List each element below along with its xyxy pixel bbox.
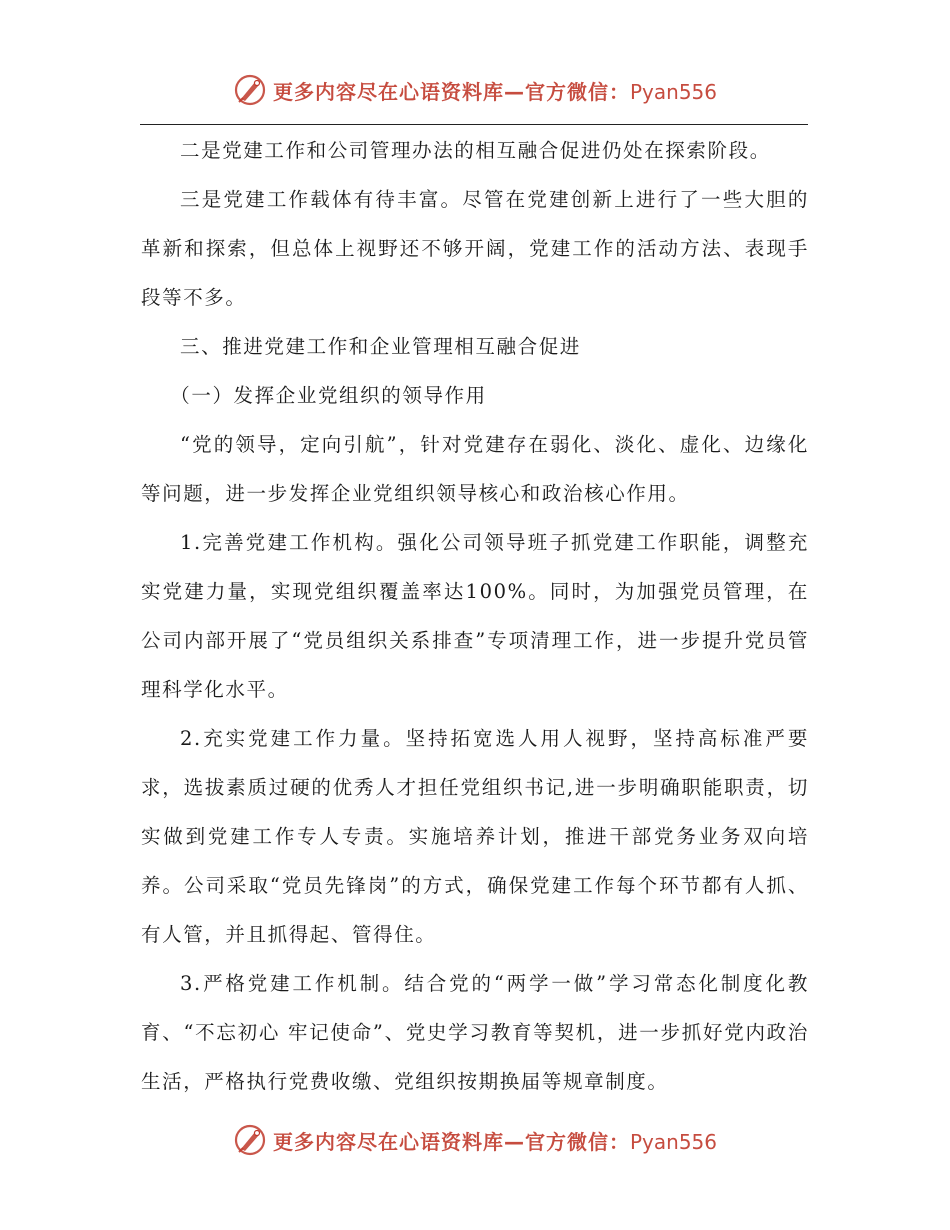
- paragraph-item-2: 2.充实党建工作力量。坚持拓宽选人用人视野，坚持高标准严要求，选拔素质过硬的优秀人才担任党组织书记,进一步明确职能职责，切实做到党建工作专人专责。实施培养计划，推进干部党务业务双向培养。公司采取“党员先锋岗”的方式，确保党建工作每个环节都有人抓、有人管，并且抓得起、管得住。: [141, 727, 809, 946]
- subsection-heading: （一）发挥企业党组织的领导作用: [170, 384, 487, 407]
- section-heading: 三、推进党建工作和企业管理相互融合促进: [180, 335, 581, 358]
- quill-pen-circle-icon: [233, 1123, 267, 1157]
- paragraph-intro: “党的领导，定向引航”，针对党建存在弱化、淡化、虚化、边缘化等问题，进一步发挥企业党组织领导核心和政治核心作用。: [141, 433, 809, 505]
- header-divider: [140, 124, 808, 125]
- watermark-id: Pyan556: [629, 79, 717, 104]
- document-body: [141, 126, 809, 1106]
- footer-watermark: [0, 1120, 950, 1160]
- paragraph-point-two: 二是党建工作和公司管理办法的相互融合促进仍处在探索阶段。: [180, 139, 771, 162]
- paragraph-item-3: 3.严格党建工作机制。结合党的“两学一做”学习常态化制度化教育、“不忘初心 牢记使命”、党史学习教育等契机，进一步抓好党内政治生活，严格执行党费收缴、党组织按期换届等规章制度。: [141, 972, 809, 1093]
- watermark-id: Pyan556: [629, 1129, 717, 1154]
- watermark-text: 更多内容尽在心语资料库—官方微信：Pyan556: [272, 79, 717, 104]
- paragraph-point-three: 三是党建工作载体有待丰富。尽管在党建创新上进行了一些大胆的革新和探索，但总体上视野还不够开阔，党建工作的活动方法、表现手段等不多。: [141, 188, 809, 309]
- header-watermark: [0, 70, 950, 110]
- watermark-text: 更多内容尽在心语资料库—官方微信：Pyan556: [272, 1129, 717, 1154]
- quill-pen-circle-icon: [233, 73, 267, 107]
- paragraph-item-1: 1.完善党建工作机构。强化公司领导班子抓党建工作职能，调整充实党建力量，实现党组织覆盖率达100%。同时，为加强党员管理，在公司内部开展了“党员组织关系排查”专项清理工作，进一步提升党员管理科学化水平。: [141, 531, 809, 701]
